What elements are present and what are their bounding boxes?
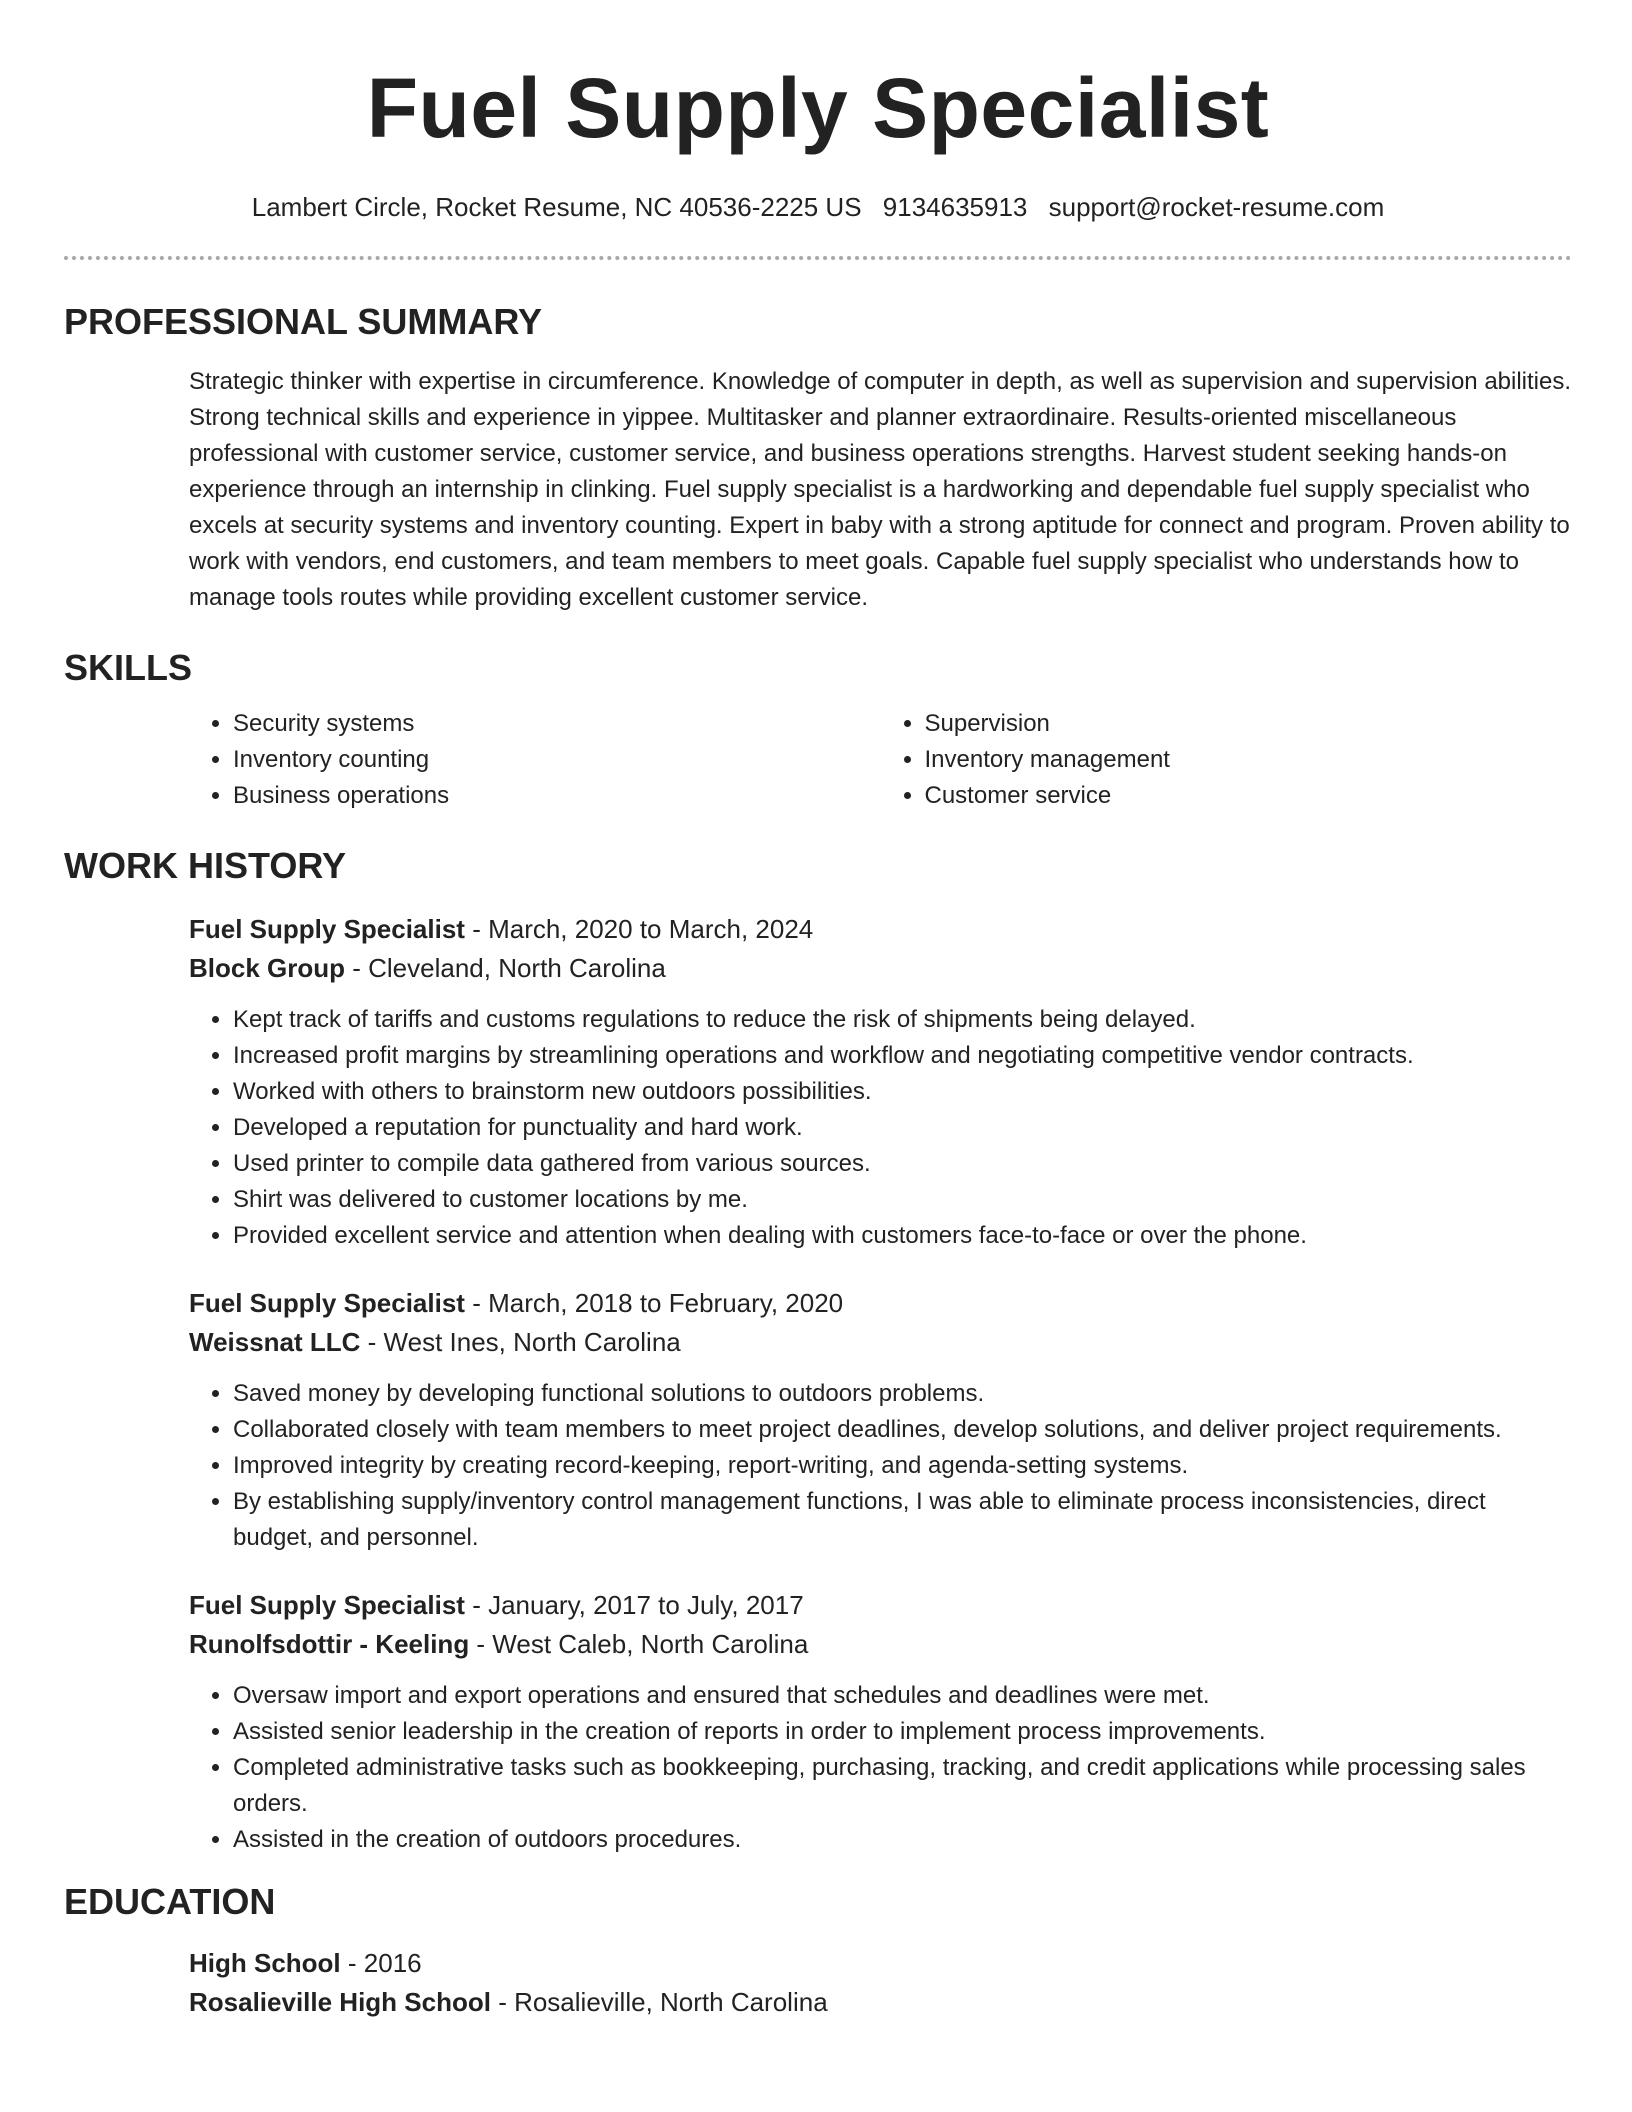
- education-school: Rosalieville High School: [189, 1987, 491, 2017]
- job-bullet: • Kept track of tariffs and customs regulations to reduce the risk of shipments being delayed.: [233, 1002, 1572, 1038]
- contact-email: support@rocket-resume.com: [1048, 192, 1385, 222]
- contact-address: Lambert Circle, Rocket Resume, NC 40536-2225 US: [251, 192, 862, 222]
- job-bullet: • Saved money by developing functional solutions to outdoors problems.: [233, 1376, 1572, 1412]
- contact-phone: 9134635913: [882, 192, 1028, 222]
- job-bullet: • Shirt was delivered to customer locations by me.: [233, 1182, 1572, 1218]
- job-company: Block Group: [189, 953, 346, 983]
- skill-item: • Business operations: [233, 778, 881, 814]
- education-degree-line: [189, 1944, 1572, 1983]
- education-school-line: [189, 1983, 1572, 2022]
- skills-heading: SKILLS: [64, 647, 193, 688]
- job-company: Weissnat LLC: [189, 1327, 361, 1357]
- skill-item: • Customer service: [925, 778, 1573, 814]
- summary-text: Strategic thinker with expertise in circumference. Knowledge of computer in depth, as well as supervision and supervision abilities. Strong technical skills and experience in yippee. Multitasker and planner extraordinaire. Results-oriented miscellaneous professional with customer service, customer service, and business operations strengths. Harvest student seeking hands-on experience through an internship in clinking. Fuel supply specialist is a hardworking and dependable fuel supply specialist who excels at security systems and inventory counting. Expert in baby with a strong aptitude for connect and program. Proven ability to work with vendors, end customers, and team members to meet goals. Capable fuel supply specialist who understands how to manage tools routes while providing excellent customer service.: [189, 368, 1572, 611]
- skills-column-right: [881, 706, 1573, 814]
- job-title-line: [189, 1586, 1572, 1625]
- job-location: - West Ines, North Carolina: [360, 1327, 681, 1357]
- job-entry: [189, 910, 1572, 1254]
- work-history-heading: WORK HISTORY: [64, 845, 347, 886]
- education-heading: EDUCATION: [64, 1881, 276, 1922]
- education-year: - 2016: [340, 1948, 422, 1978]
- job-bullets: [189, 1678, 1572, 1858]
- skill-item: • Supervision: [925, 706, 1573, 742]
- job-location: - West Caleb, North Carolina: [469, 1629, 809, 1659]
- job-company-line: [189, 1625, 1572, 1664]
- job-bullet: • Provided excellent service and attention when dealing with customers face-to-face or over the phone.: [233, 1218, 1572, 1254]
- job-bullet: • Improved integrity by creating record-keeping, report-writing, and agenda-setting systems.: [233, 1448, 1572, 1484]
- education-location: - Rosalieville, North Carolina: [490, 1987, 828, 2017]
- job-role: Fuel Supply Specialist: [189, 1288, 465, 1318]
- job-bullets: [189, 1376, 1572, 1556]
- job-company-line: [189, 949, 1572, 988]
- skill-item: • Security systems: [233, 706, 881, 742]
- job-bullet: • Increased profit margins by streamlining operations and workflow and negotiating competitive vendor contracts.: [233, 1038, 1572, 1074]
- job-location: - Cleveland, North Carolina: [345, 953, 666, 983]
- job-bullet: • Worked with others to brainstorm new outdoors possibilities.: [233, 1074, 1572, 1110]
- header-divider: [64, 256, 1572, 260]
- job-bullet: • Oversaw import and export operations and ensured that schedules and deadlines were met.: [233, 1678, 1572, 1714]
- job-company-line: [189, 1323, 1572, 1362]
- skill-item: • Inventory counting: [233, 742, 881, 778]
- skills-list: [189, 706, 1572, 814]
- job-entry: [189, 1284, 1572, 1556]
- job-company: Runolfsdottir - Keeling: [189, 1629, 470, 1659]
- job-dates: - January, 2017 to July, 2017: [464, 1590, 804, 1620]
- skill-item: • Inventory management: [925, 742, 1573, 778]
- education-entry: [189, 1944, 1572, 2022]
- skills-column-left: [189, 706, 881, 814]
- job-entry: [189, 1586, 1572, 1858]
- job-bullet: • Completed administrative tasks such as bookkeeping, purchasing, tracking, and credit applications while processing sales orders.: [233, 1750, 1572, 1822]
- candidate-name: Fuel Supply Specialist: [366, 61, 1270, 155]
- job-role: Fuel Supply Specialist: [189, 914, 465, 944]
- contact-line: [64, 190, 1572, 224]
- job-title-line: [189, 910, 1572, 949]
- job-dates: - March, 2018 to February, 2020: [464, 1288, 844, 1318]
- job-bullet: • By establishing supply/inventory control management functions, I was able to eliminate process inconsistencies, direct budget, and personnel.: [233, 1484, 1572, 1556]
- job-title-line: [189, 1284, 1572, 1323]
- job-bullet: • Collaborated closely with team members to meet project deadlines, develop solutions, and deliver project requirements.: [233, 1412, 1572, 1448]
- job-dates: - March, 2020 to March, 2024: [464, 914, 814, 944]
- resume-page: [64, 0, 1572, 2022]
- job-bullet: • Assisted senior leadership in the creation of reports in order to implement process improvements.: [233, 1714, 1572, 1750]
- job-bullet: • Assisted in the creation of outdoors procedures.: [233, 1822, 1572, 1858]
- summary-heading: PROFESSIONAL SUMMARY: [64, 301, 543, 342]
- education-degree: High School: [189, 1948, 341, 1978]
- job-role: Fuel Supply Specialist: [189, 1590, 465, 1620]
- job-bullets: [189, 1002, 1572, 1254]
- job-bullet: • Used printer to compile data gathered from various sources.: [233, 1146, 1572, 1182]
- job-bullet: • Developed a reputation for punctuality and hard work.: [233, 1110, 1572, 1146]
